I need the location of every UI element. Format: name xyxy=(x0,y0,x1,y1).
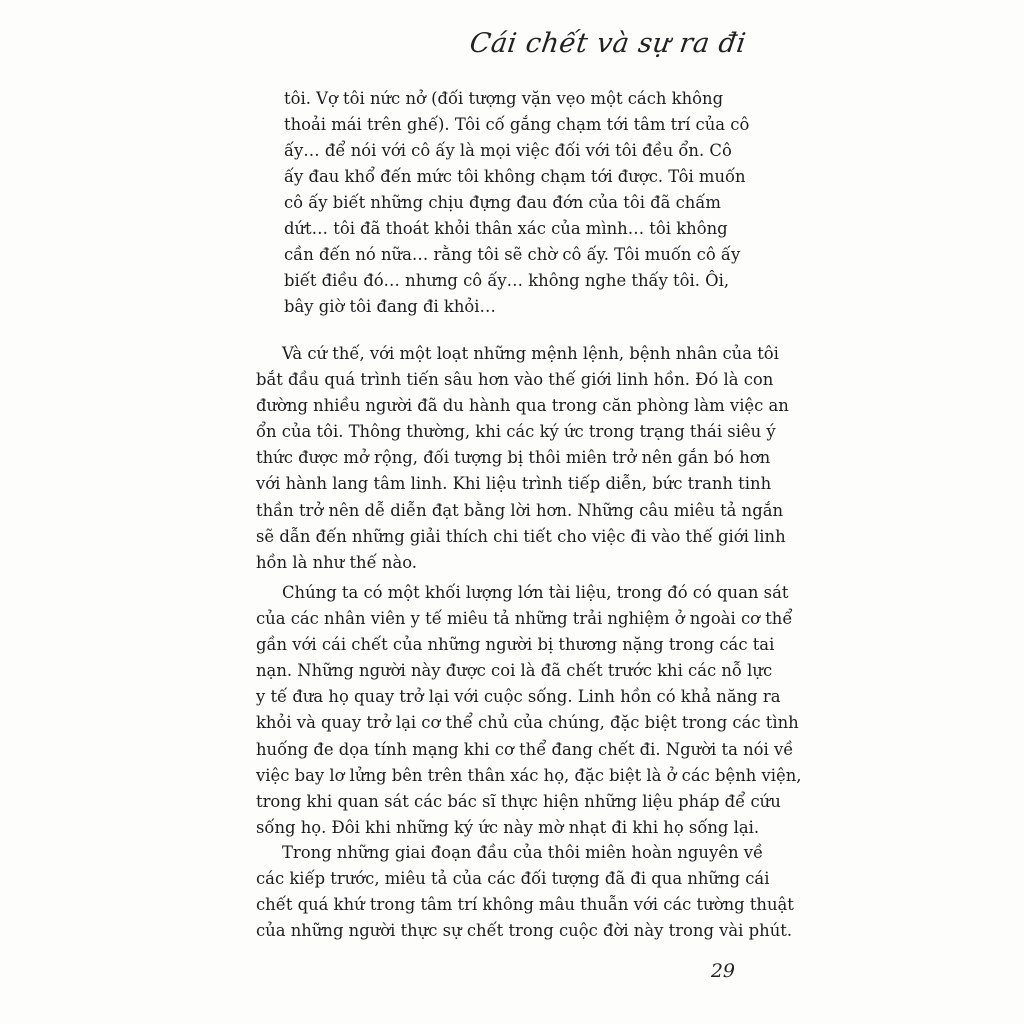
paragraph-line: của các nhân viên y tế miêu tả những trải nghiệm ở ngoài cơ thể xyxy=(256,609,793,629)
paragraph-line: Trong những giai đoạn đầu của thôi miên hoàn nguyên về xyxy=(282,843,764,862)
quote-line: ấy… để nói với cô ấy là mọi việc đối với tôi đều ổn. Cô xyxy=(284,141,732,160)
quote-line: cô ấy biết những chịu đựng đau đớn của tôi đã chấm xyxy=(284,193,721,212)
paragraph-line: thần trở nên dễ diễn đạt bằng lời hơn. Những câu miêu tả ngắn xyxy=(256,500,784,520)
page-number: 29 xyxy=(710,960,735,982)
paragraph-line: của những người thực sự chết trong cuộc đời này trong vài phút. xyxy=(256,921,793,941)
quote-line: dứt… tôi đã thoát khỏi thân xác của mình… tôi không xyxy=(284,219,728,238)
paragraph-line: chết quá khứ trong tâm trí không mâu thuẫn với các tường thuật xyxy=(256,895,794,915)
paragraph-line: hồn là như thế nào. xyxy=(256,552,418,572)
quote-line: thoải mái trên ghế). Tôi cố gắng chạm tới tâm trí của cô xyxy=(284,115,750,134)
paragraph-line: y tế đưa họ quay trở lại với cuộc sống. Linh hồn có khả năng ra xyxy=(256,687,781,707)
paragraph-line: sẽ dẫn đến những giải thích chi tiết cho việc đi vào thế giới linh xyxy=(256,526,786,546)
paragraph-1 xyxy=(256,341,789,576)
running-header: Cái chết và sự ra đi xyxy=(468,28,749,59)
paragraph-line: bắt đầu quá trình tiến sâu hơn vào thế giới linh hồn. Đó là con xyxy=(256,370,774,390)
paragraph-line: đường nhiều người đã du hành qua trong căn phòng làm việc an xyxy=(256,396,789,416)
paragraph-line: sống họ. Đôi khi những ký ức này mờ nhạt đi khi họ sống lại. xyxy=(256,817,760,837)
quote-line: ấy đau khổ đến mức tôi không chạm tới được. Tôi muốn xyxy=(284,167,746,186)
quote-line: biết điều đó… nhưng cô ấy… không nghe thấy tôi. Ôi, xyxy=(284,271,730,290)
quote-line: bây giờ tôi đang đi khỏi… xyxy=(284,297,496,316)
quoted-passage xyxy=(284,86,750,320)
paragraph-line: huống đe dọa tính mạng khi cơ thể đang chết đi. Người ta nói về xyxy=(256,739,794,759)
paragraph-2 xyxy=(256,580,802,841)
quote-line: tôi. Vợ tôi nức nở (đối tượng vặn vẹo một cách không xyxy=(284,89,724,108)
paragraph-line: với hành lang tâm linh. Khi liệu trình tiếp diễn, bức tranh tinh xyxy=(256,474,772,494)
paragraph-3 xyxy=(256,840,794,944)
paragraph-line: việc bay lơ lửng bên trên thân xác họ, đặc biệt là ở các bệnh viện, xyxy=(256,765,802,785)
paragraph-line: ổn của tôi. Thông thường, khi các ký ức trong trạng thái siêu ý xyxy=(256,422,776,442)
paragraph-line: khỏi và quay trở lại cơ thể chủ của chúng, đặc biệt trong các tình xyxy=(256,713,799,733)
paragraph-line: Và cứ thế, với một loạt những mệnh lệnh, bệnh nhân của tôi xyxy=(282,344,779,363)
paragraph-line: các kiếp trước, miêu tả của các đối tượng đã đi qua những cái xyxy=(256,869,770,889)
paragraph-line: gần với cái chết của những người bị thương nặng trong các tai xyxy=(256,635,775,655)
paragraph-line: thức được mở rộng, đối tượng bị thôi miên trở nên gắn bó hơn xyxy=(256,448,771,468)
paragraph-line: nạn. Những người này được coi là đã chết trước khi các nỗ lực xyxy=(256,661,773,681)
quote-line: cần đến nó nữa… rằng tôi sẽ chờ cô ấy. Tôi muốn cô ấy xyxy=(284,245,741,264)
paragraph-line: trong khi quan sát các bác sĩ thực hiện những liệu pháp để cứu xyxy=(256,791,781,811)
paragraph-line: Chúng ta có một khối lượng lớn tài liệu, trong đó có quan sát xyxy=(282,583,789,602)
